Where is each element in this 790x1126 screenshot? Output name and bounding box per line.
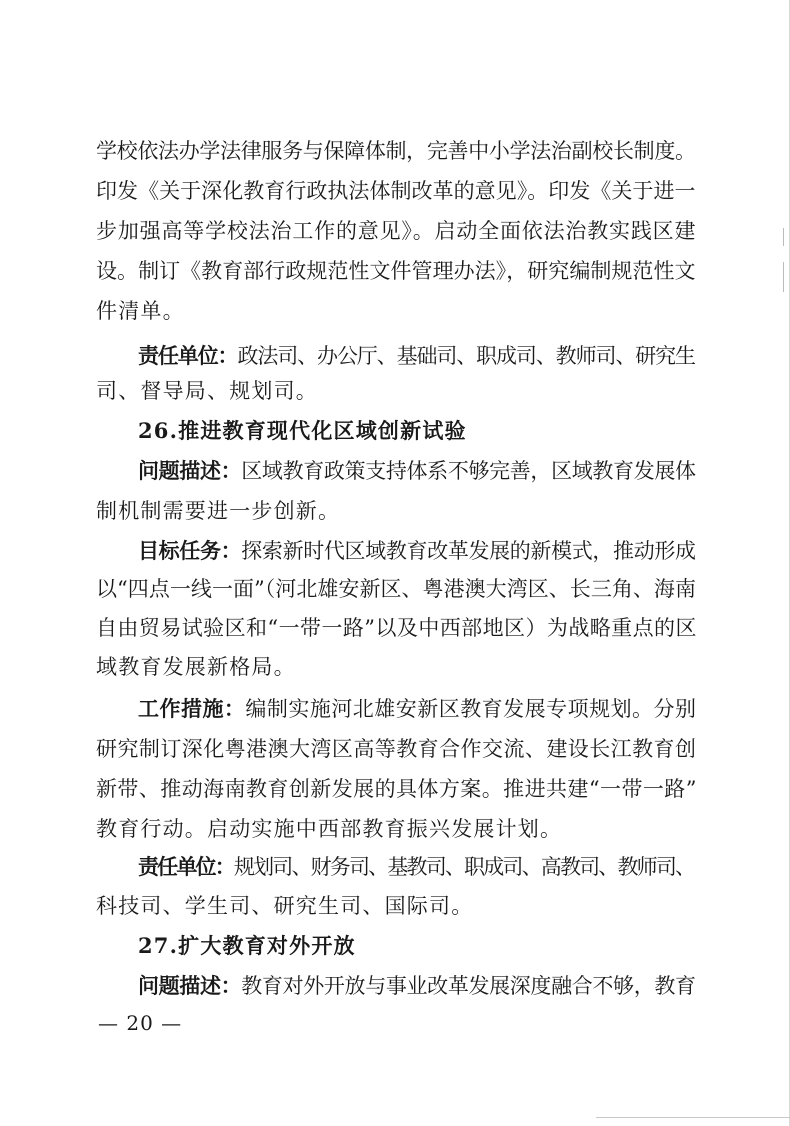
body-text-line: 司、督导局、规划司。 xyxy=(96,379,318,403)
body-text-line: 印发《关于深化教育行政执法体制改革的意见》。印发《关于进一 xyxy=(96,179,696,203)
responsible-units-paragraph: 责任单位：政法司、办公厅、基础司、职成司、教师司、研究生 xyxy=(138,343,695,368)
body-text-line: 教育行动。启动实施中西部教育振兴发展计划。 xyxy=(96,817,563,841)
body-text-line: 自由贸易试验区和“一带一路”以及中西部地区）为战略重点的区 xyxy=(96,616,697,640)
body-text-line: 以“四点一线一面”（河北雄安新区、粤港澳大湾区、长三角、海南 xyxy=(96,577,697,601)
body-text-line: 步加强高等学校法治工作的意见》。启动全面依法治教实践区建 xyxy=(96,219,697,243)
problem-description-paragraph: 问题描述：区域教育政策支持体系不够完善，区域教育发展体 xyxy=(138,458,696,483)
responsible-units-paragraph: 责任单位：规划司、财务司、基教司、职成司、高教司、教师司、 xyxy=(138,854,695,879)
body-text-line: 新带、推动海南教育创新发展的具体方案。推进共建“一带一路” xyxy=(96,777,697,801)
body-text-line: 科技司、学生司、研究生司、国际司。 xyxy=(96,894,474,918)
body-text-line: 制机制需要进一步创新。 xyxy=(96,499,341,523)
page-number: — 20 — xyxy=(98,1011,183,1035)
body-text-line: 域教育发展新格局。 xyxy=(96,655,296,679)
work-measures-paragraph: 工作措施：编制实施河北雄安新区教育发展专项规划。分别 xyxy=(138,696,697,721)
paragraph-label: 责任单位： xyxy=(138,854,234,879)
body-text-line: 学校依法办学法律服务与保障体制，完善中小学法治副校长制度。 xyxy=(96,139,696,163)
paragraph-label: 工作措施： xyxy=(138,696,246,721)
body-text-line: 件清单。 xyxy=(96,299,185,323)
problem-description-paragraph: 问题描述：教育对外开放与事业改革发展深度融合不够，教育 xyxy=(138,973,696,998)
section-heading-26: 26.推进教育现代化区域创新试验 xyxy=(138,418,467,443)
section-heading-27: 27.扩大教育对外开放 xyxy=(138,933,356,958)
body-text-line: 研究制订深化粤港澳大湾区高等教育合作交流、建设长江教育创 xyxy=(96,737,697,761)
scan-edge xyxy=(596,1117,790,1118)
target-task-paragraph: 目标任务：探索新时代区域教育改革发展的新模式，推动形成 xyxy=(138,538,696,563)
paragraph-label: 目标任务： xyxy=(138,538,242,563)
scan-mark xyxy=(783,228,784,246)
paragraph-label: 责任单位： xyxy=(138,343,238,368)
paragraph-label: 问题描述： xyxy=(138,973,242,998)
body-text-line: 设。制订《教育部行政规范性文件管理办法》，研究编制规范性文 xyxy=(96,259,696,283)
paragraph-label: 问题描述： xyxy=(138,458,242,483)
scan-mark xyxy=(783,262,784,292)
